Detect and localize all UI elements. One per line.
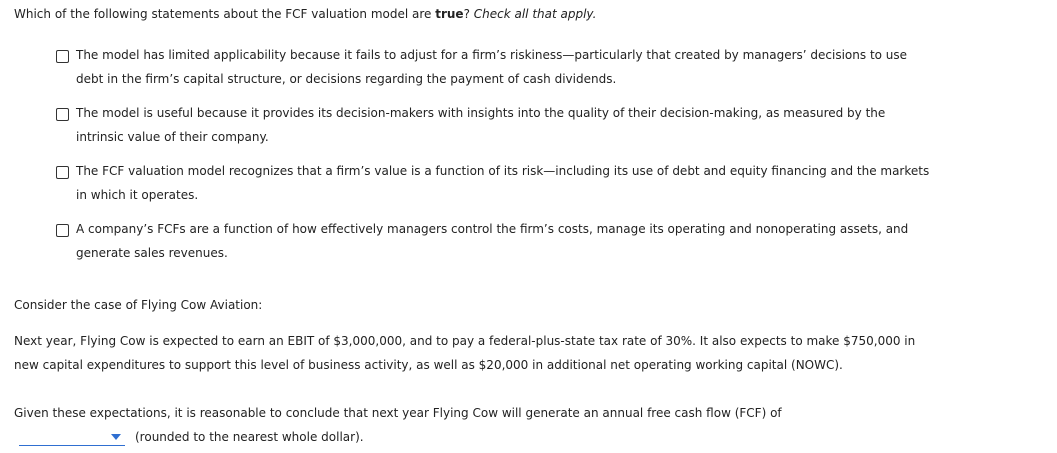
rounding-note: (rounded to the nearest whole dollar).: [135, 430, 364, 444]
option-1-checkbox[interactable]: [56, 50, 69, 63]
question-emphasis: true: [435, 7, 464, 21]
conclusion-text: Given these expectations, it is reasonable to conclude that next year Flying Cow will generate an annual free cash flow (FCF) of: [14, 406, 782, 420]
fcf-answer-dropdown[interactable]: [19, 428, 125, 446]
option-1-label: The model has limited applicability because it fails to adjust for a firm’s riskiness—particularly that created by managers’ decisions to use debt in the firm’s capital structure, or decisions regarding the payment of cash dividends.: [76, 48, 908, 86]
question-prompt: [14, 7, 596, 21]
case-intro: Consider the case of Flying Cow Aviation:: [14, 298, 263, 312]
option-2-checkbox[interactable]: [56, 108, 69, 121]
option-2-label: The model is useful because it provides its decision-makers with insights into the quality of their decision-making, as measured by the intrinsic value of their company.: [76, 106, 886, 144]
case-body: Next year, Flying Cow is expected to earn an EBIT of $3,000,000, and to pay a federal-plus-state tax rate of 30%. It also expects to make $750,000 in new capital expenditures to support this level of business activity, as well as $20,000 in additional net operating working capital (NOWC).: [14, 334, 916, 372]
option-3-label: The FCF valuation model recognizes that a firm’s value is a function of its risk—including its use of debt and equity financing and the markets in which it operates.: [76, 164, 930, 202]
question-instruction: Check all that apply.: [473, 7, 597, 21]
question-prefix: Which of the following statements about the FCF valuation model are: [14, 7, 436, 21]
option-4-checkbox[interactable]: [56, 224, 69, 237]
option-4-label: A company’s FCFs are a function of how effectively managers control the firm’s costs, manage its operating and nonoperating assets, and generate sales revenues.: [76, 222, 909, 260]
triangle-down-icon[interactable]: [111, 434, 121, 440]
option-3-checkbox[interactable]: [56, 166, 69, 179]
question-suffix: ?: [463, 7, 474, 21]
